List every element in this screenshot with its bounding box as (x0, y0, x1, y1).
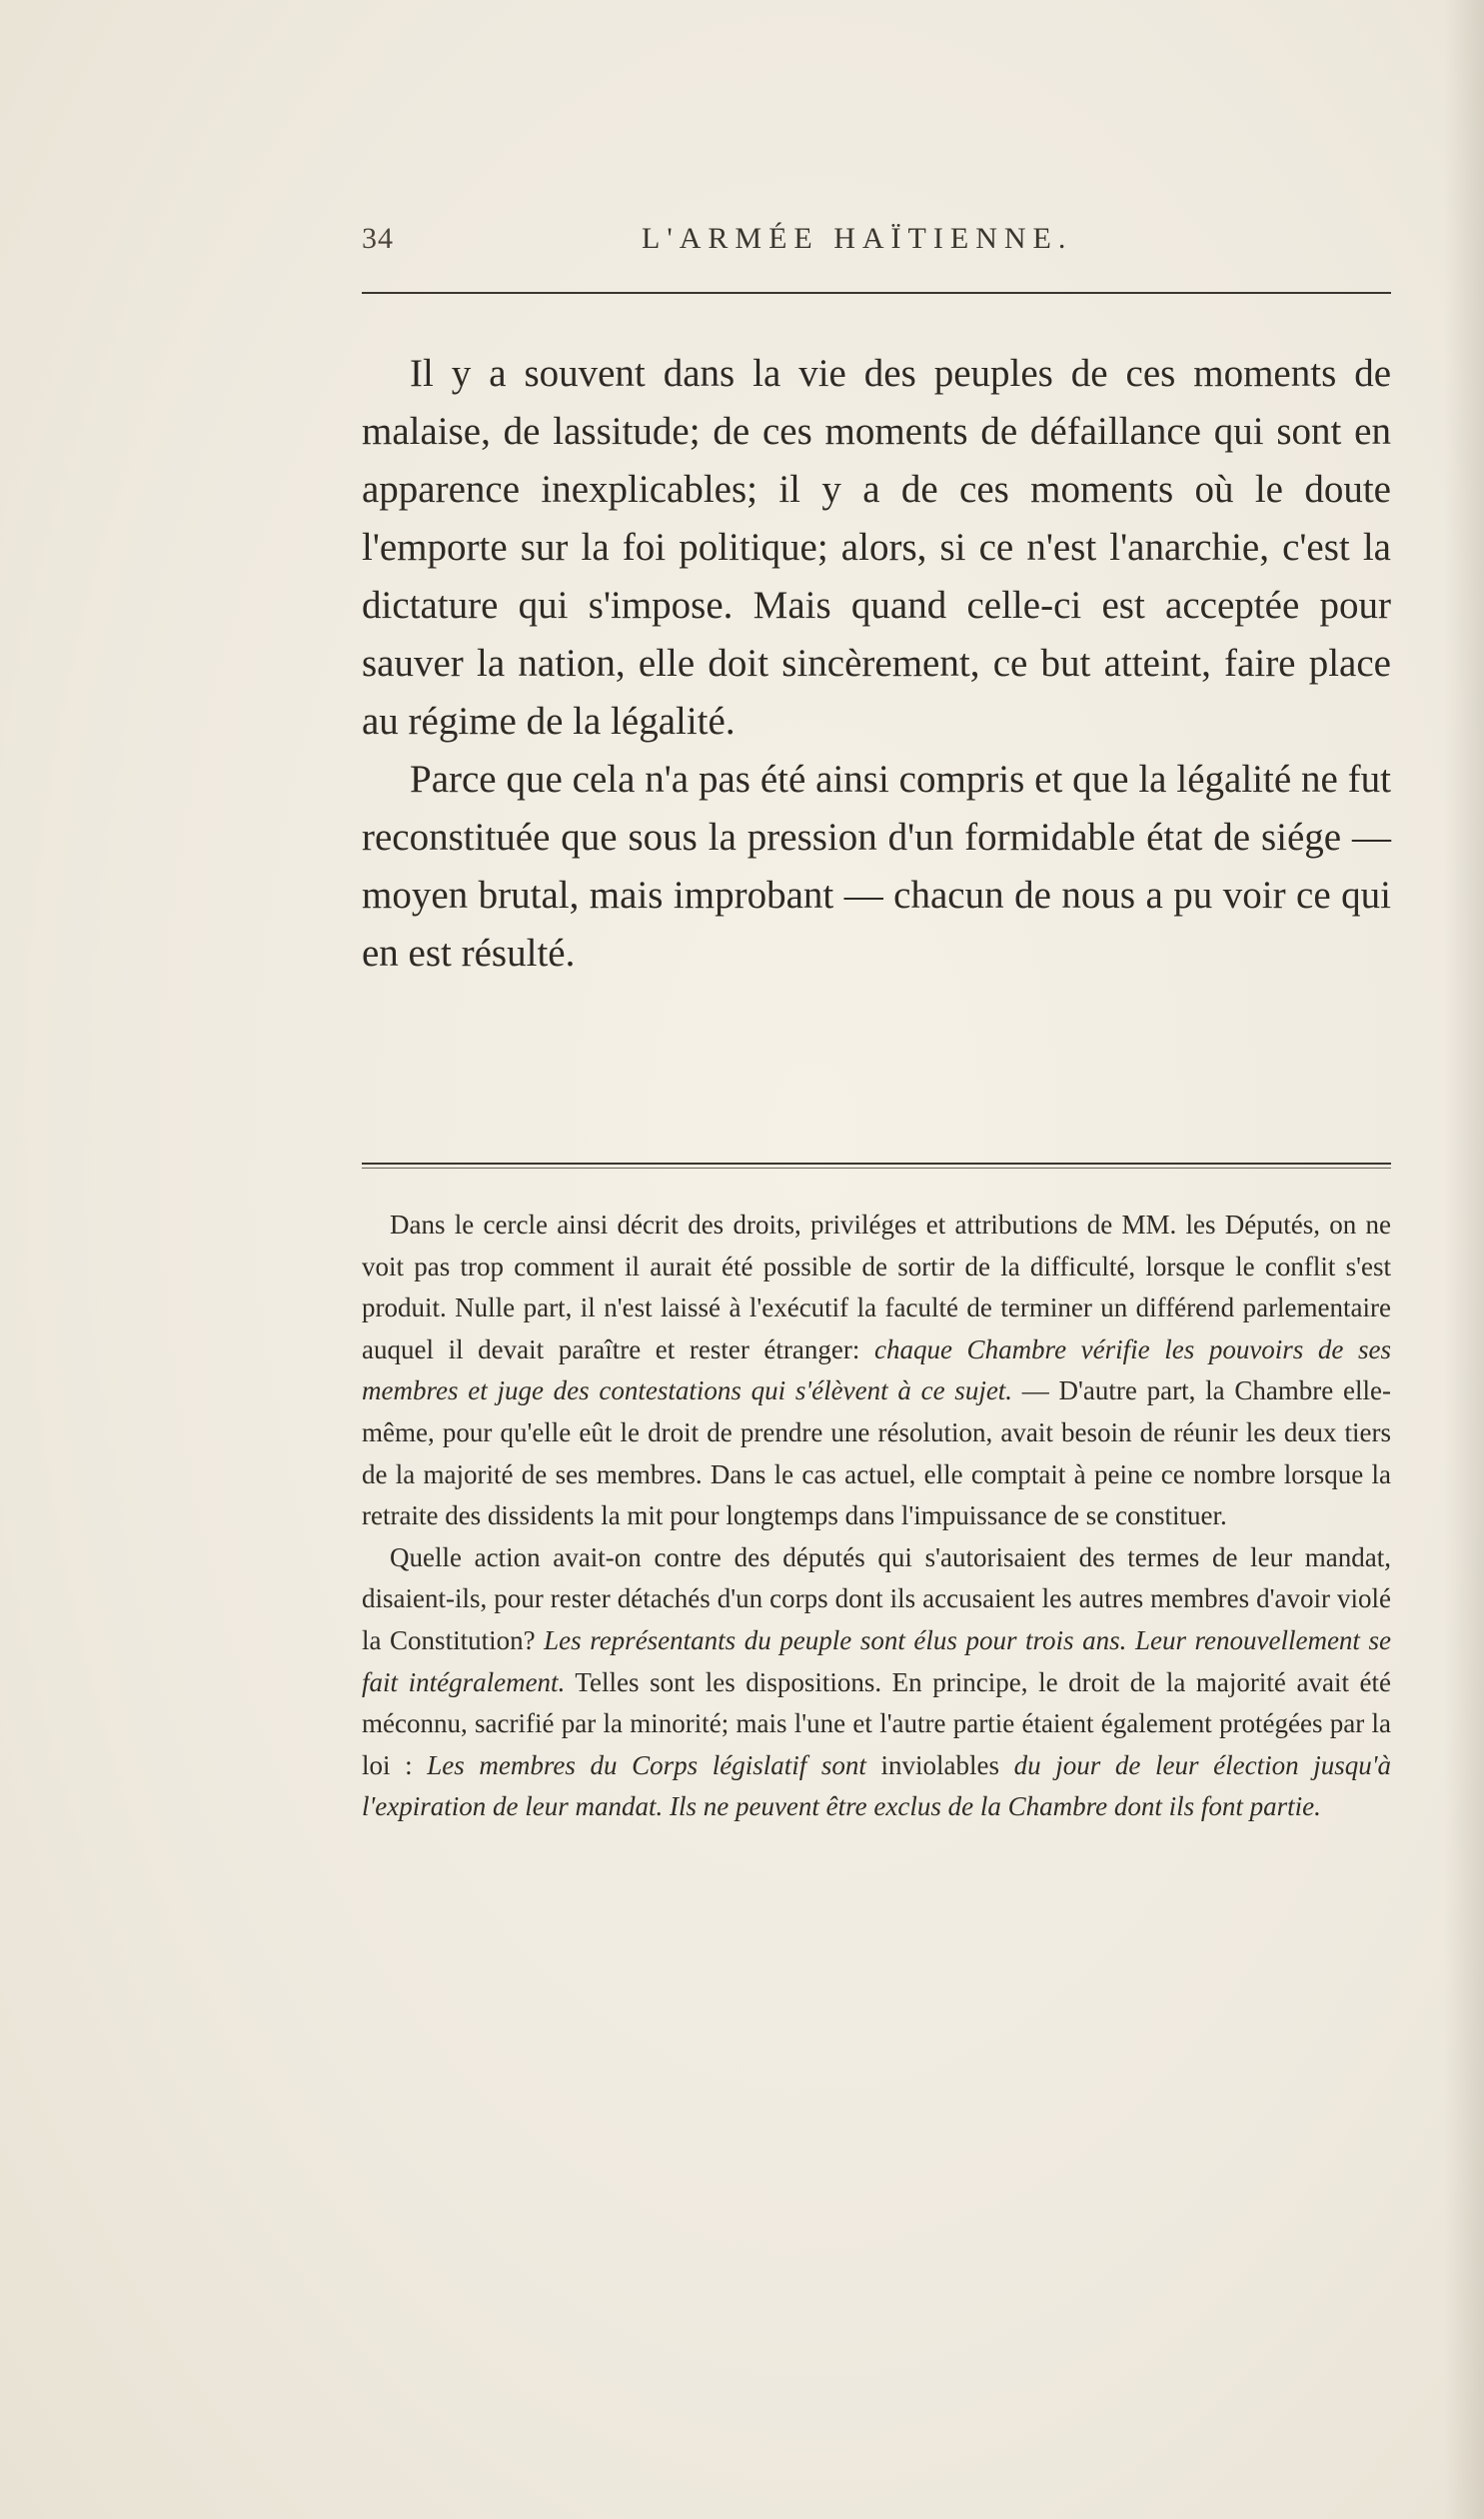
footnote-rule-thin (362, 1168, 1391, 1169)
main-text (362, 345, 1391, 983)
footnote-italic-quote: Les représentants du peuple sont élus pour trois ans. Leur renouvellement se fait intégralement. (362, 1624, 1391, 1697)
footnote (362, 1205, 1391, 1828)
footnote-paragraph (362, 1205, 1391, 1537)
footnote-text: Quelle action avait-on contre des députés qui s'autorisaient des termes de leur mandat, disaient-ils, pour rester détachés d'un corps dont ils accusaient les autres membres d'avoir violé la Constitution? (362, 1541, 1391, 1655)
footnote-rule (362, 1163, 1391, 1165)
footnote-text: Telles sont les dispositions. En principe, le droit de la majorité avait été méconnu, sacrifié par la minorité; mais l'une et l'autre partie étaient également protégées par la loi : (362, 1666, 1392, 1780)
footnote-text: Dans le cercle ainsi décrit des droits, priviléges et attributions de MM. les Députés, on ne voit pas trop comment il aurait été possible de sortir de la difficulté, lorsque le conflit s'est produit. Nulle part, il n'est laissé à l'exécutif la faculté de terminer un différend parlementaire auquel il devait paraître et rester étranger: (362, 1210, 1391, 1364)
header-rule (362, 292, 1391, 294)
page-number: 34 (362, 222, 394, 255)
footnote-italic-quote: Les membres du Corps législatif sont (427, 1749, 866, 1780)
footnote-paragraph (362, 1537, 1391, 1828)
running-title: L'ARMÉE HAÏTIENNE. (642, 222, 1073, 255)
page-header (362, 222, 1391, 272)
footnote-italic-quote: du jour de leur élection jusqu'à l'expiration de leur mandat. Ils ne peuvent être exclus de la Chambre dont ils font partie. (362, 1749, 1391, 1822)
binding-shadow (1444, 0, 1484, 2519)
paragraph: Il y a souvent dans la vie des peuples de ces moments de malaise, de lassitude; de ces moments de défaillance qui sont en apparence inexplicables; il y a de ces moments où le doute l'emporte sur la foi politique; alors, si ce n'est l'anarchie, c'est la dictature qui s'impose. Mais quand celle-ci est acceptée pour sauver la nation, elle doit sincèrement, ce but atteint, faire place au régime de la légalité. (362, 352, 1391, 743)
footnote-italic-quote: chaque Chambre vérifie les pouvoirs de ses membres et juge des contestations qui s'élèvent à ce sujet. (362, 1333, 1392, 1406)
footnote-text: — D'autre part, la Chambre elle-même, pour qu'elle eût le droit de prendre une résolution, avait besoin de réunir les deux tiers de la majorité de ses membres. Dans le cas actuel, elle comptait à peine ce nombre lorsque la retraite des dissidents la mit pour longtemps dans l'impuissance de se constituer. (362, 1375, 1391, 1531)
footnote-text: inviolables (865, 1749, 1014, 1780)
paragraph: Parce que cela n'a pas été ainsi compris et que la légalité ne fut reconstituée que sous la pression d'un formidable état de siége — moyen brutal, mais improbant — chacun de nous a pu voir ce qui en est résulté. (362, 758, 1391, 975)
